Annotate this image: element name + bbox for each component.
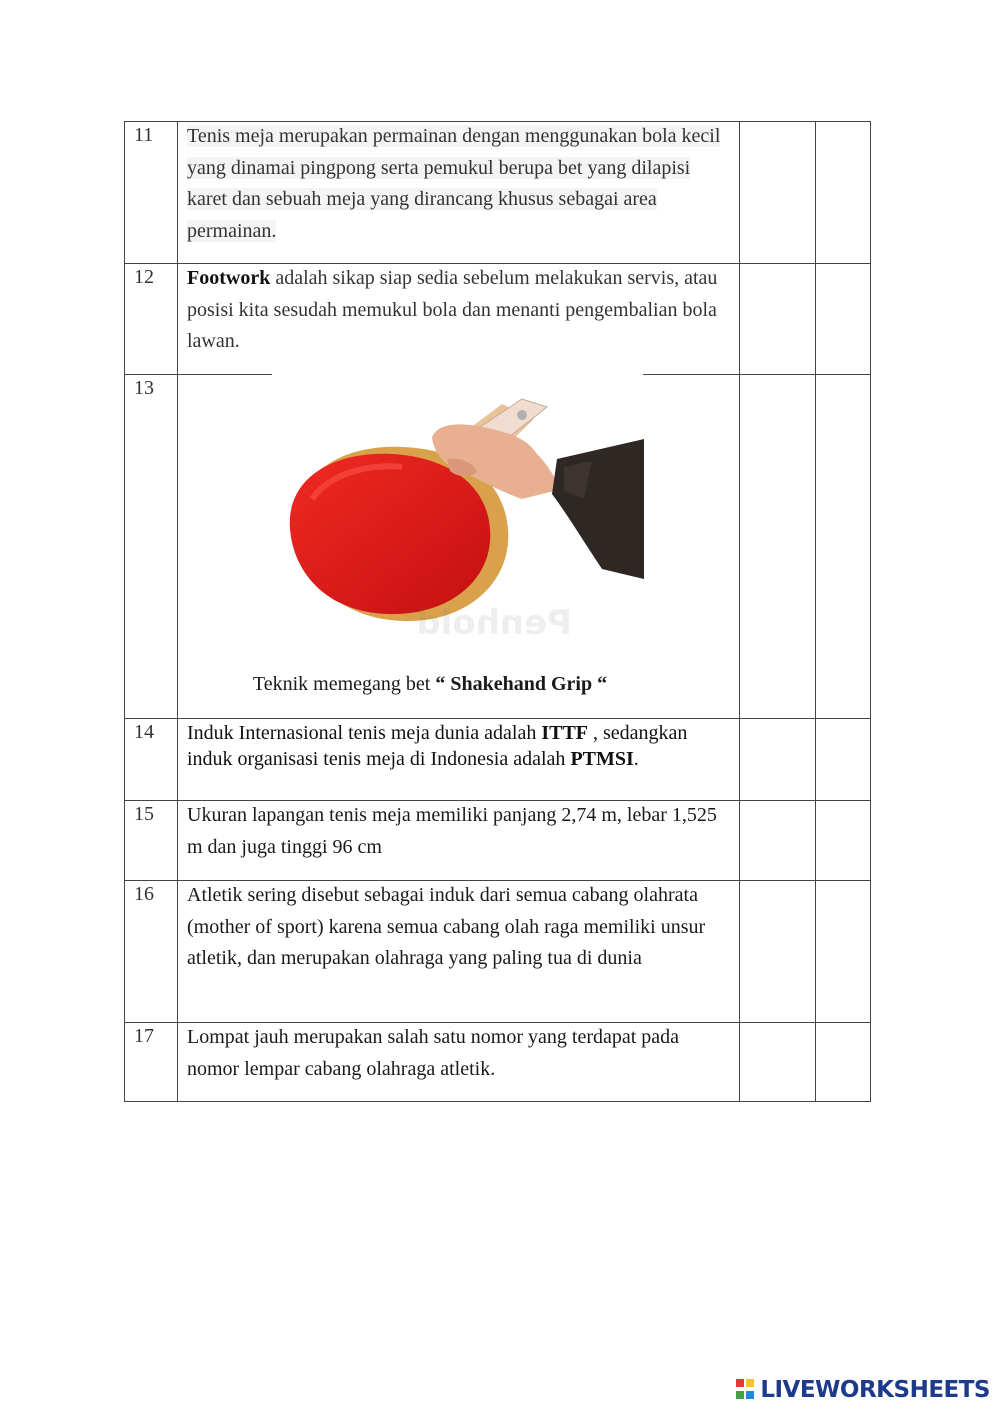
- statement-text-content: [187, 722, 687, 770]
- row-number: 17: [134, 1025, 154, 1047]
- statement-text-content: [187, 125, 720, 242]
- statement-row-14: [124, 718, 871, 800]
- row-number: 11: [134, 124, 154, 146]
- text-segment: Atletik sering disebut sebagai induk dari semua cabang olahrata (mother of sport) karena semua cabang olah raga memiliki unsur atletik, dan merupakan olahraga yang paling tua di dunia: [187, 884, 706, 969]
- false-answer-cell[interactable]: [815, 374, 871, 718]
- row-divider: [124, 880, 871, 881]
- statement-text-content: [187, 267, 717, 352]
- paddle-rubber: [290, 454, 491, 614]
- text-segment: Tenis meja merupakan permainan dengan menggunakan bola kecil yang dinamai pingpong serta pemukul berupa bet yang dilapisi karet dan sebuah meja yang dirancang khusus sebagai area permainan.: [187, 125, 721, 242]
- liveworksheets-logo-icon: [736, 1379, 756, 1401]
- statement-text-content: [187, 1026, 679, 1080]
- liveworksheets-logo: [736, 1375, 990, 1405]
- table-border-bottom: [124, 1101, 871, 1102]
- false-answer-cell[interactable]: [815, 263, 871, 374]
- penhold-watermark: [416, 603, 572, 643]
- statement-text-content: [187, 804, 717, 858]
- statement-text: [187, 800, 735, 863]
- true-answer-cell[interactable]: [739, 1022, 815, 1101]
- false-answer-cell[interactable]: [815, 718, 871, 800]
- column-divider: [177, 121, 178, 1102]
- row-number: 12: [134, 266, 154, 288]
- statement-text: [187, 121, 735, 247]
- bold-term: ITTF: [541, 722, 589, 744]
- row-divider: [124, 718, 871, 719]
- column-divider: [815, 121, 816, 1102]
- false-answer-cell[interactable]: [815, 800, 871, 880]
- row-number: 16: [134, 883, 154, 905]
- statement-text: [187, 720, 735, 772]
- row-divider: [124, 263, 871, 264]
- row-number: 13: [134, 377, 154, 399]
- statement-row-16: [124, 880, 871, 1022]
- true-answer-cell[interactable]: [739, 718, 815, 800]
- table-border-right: [870, 121, 871, 1102]
- true-answer-cell[interactable]: [739, 374, 815, 718]
- text-segment: adalah sikap siap sedia sebelum melakukan servis, atau posisi kita sesudah memukul bola dan menanti pengembalian bola lawan.: [187, 267, 718, 352]
- row-divider: [643, 374, 871, 375]
- svg-text:Penhold: Penhold: [416, 603, 572, 643]
- table-border-left: [124, 121, 125, 1102]
- statement-row-12: [124, 263, 871, 374]
- true-answer-cell[interactable]: [739, 880, 815, 1022]
- statement-row-11: [124, 121, 871, 263]
- brand-name: LIVEWORKSHEETS: [760, 1377, 990, 1403]
- caption-content: [253, 673, 607, 695]
- row-number: 14: [134, 721, 154, 743]
- text-segment: , sedangkan induk organisasi tenis meja di Indonesia adalah: [187, 722, 688, 770]
- true-answer-cell[interactable]: [739, 263, 815, 374]
- text-segment: .: [633, 748, 639, 770]
- statement-text: [187, 263, 735, 358]
- sleeve: [552, 439, 644, 579]
- text-segment: Lompat jauh merupakan salah satu nomor yang terdapat pada nomor lempar cabang olahraga atletik.: [187, 1026, 680, 1080]
- bold-term: “ Shakehand Grip “: [435, 673, 608, 695]
- true-answer-cell[interactable]: [739, 800, 815, 880]
- column-divider: [739, 121, 740, 1102]
- paddle-illustration: [272, 379, 644, 649]
- statement-text: [187, 880, 735, 975]
- text-segment: Induk Internasional tenis meja dunia adalah: [187, 722, 542, 744]
- false-answer-cell[interactable]: [815, 121, 871, 263]
- bold-term: PTMSI: [570, 748, 634, 770]
- table-border-top: [124, 121, 871, 122]
- bold-term: Footwork: [187, 267, 271, 289]
- image-caption: [124, 673, 736, 696]
- true-answer-cell[interactable]: [739, 121, 815, 263]
- statement-row-13: [124, 374, 871, 718]
- text-segment: Teknik memegang bet: [252, 673, 436, 695]
- row-divider: [124, 374, 272, 375]
- row-divider: [124, 1022, 871, 1023]
- false-answer-cell[interactable]: [815, 880, 871, 1022]
- penhold-grip-image: [272, 379, 644, 649]
- statement-text-content: [187, 884, 705, 969]
- statement-row-17: [124, 1022, 871, 1101]
- row-divider: [124, 800, 871, 801]
- false-answer-cell[interactable]: [815, 1022, 871, 1101]
- row-number: 15: [134, 803, 154, 825]
- text-segment: Ukuran lapangan tenis meja memiliki panjang 2,74 m, lebar 1,525 m dan juga tinggi 96 cm: [187, 804, 717, 858]
- statement-row-15: [124, 800, 871, 880]
- statement-text: [187, 1022, 735, 1085]
